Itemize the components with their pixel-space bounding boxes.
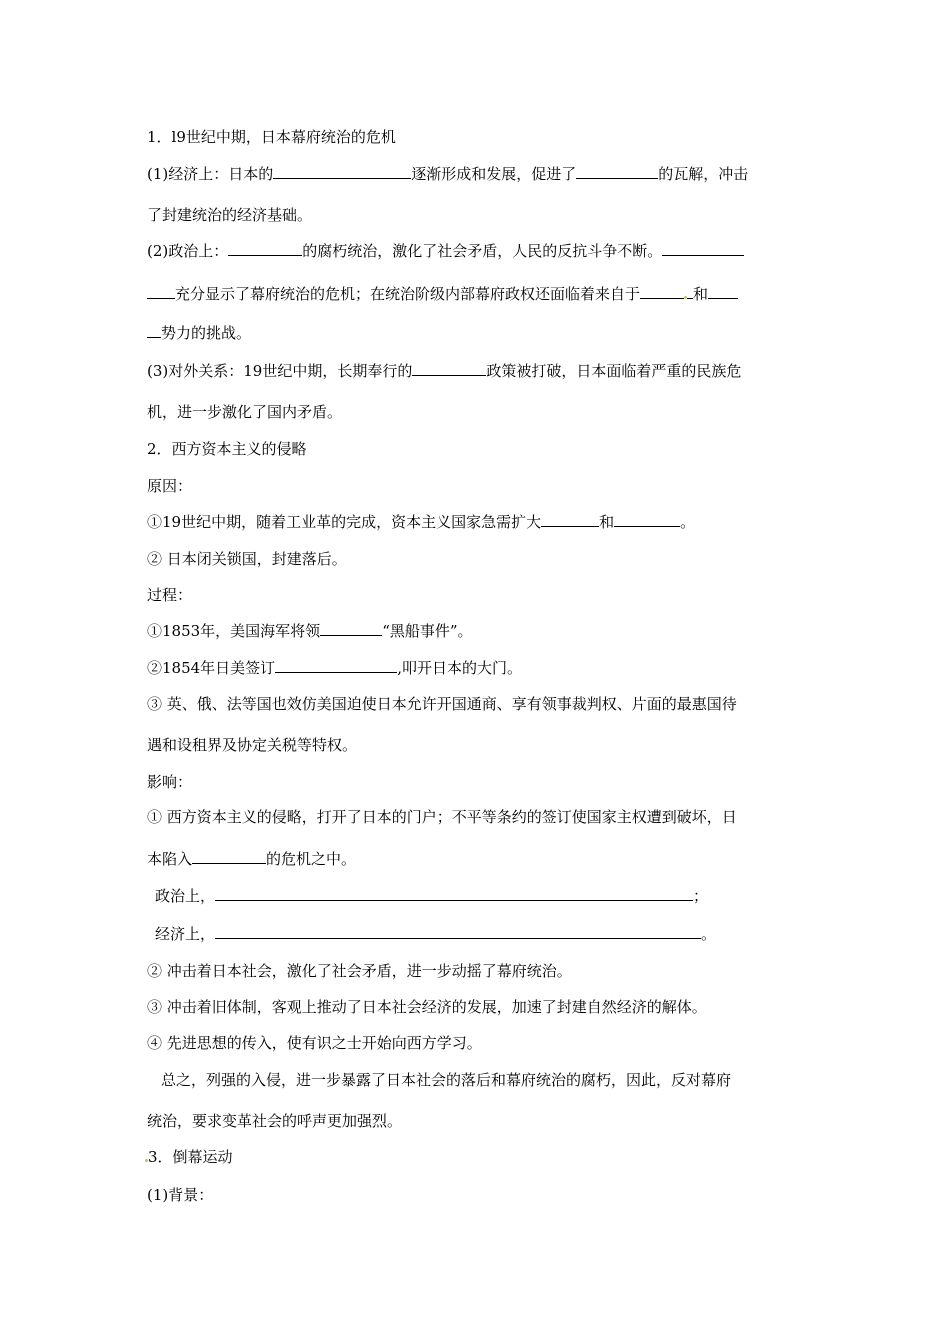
blank-political[interactable] — [215, 886, 693, 901]
section-3-title-text: 3．倒幕运动 — [148, 1148, 233, 1166]
politics-text-a: (2)政治上： — [147, 242, 229, 260]
summary-cont: 统治，要求变革社会的呼声更加强烈。 — [147, 1112, 403, 1130]
politics-text-c: 充分显示了幕府统治的危机；在统治阶级内部幕府政权还面临着来自于 — [175, 285, 641, 303]
politics-text-d: 和 — [693, 285, 709, 303]
blank-economic[interactable] — [215, 924, 701, 939]
cause-label: 原因： — [147, 477, 193, 495]
politics-line — [147, 241, 744, 261]
impact-4: ④ 先进思想的传入，使有识之士开始向西方学习。 — [147, 1034, 482, 1052]
foreign-text-a: (3)对外关系：19世纪中期，长期奉行的 — [147, 362, 413, 380]
impact-1-text-b: 的危机之中。 — [266, 850, 357, 868]
blank-politics-3[interactable] — [640, 284, 684, 299]
blank-economy-1[interactable] — [273, 164, 411, 179]
blank-process-2[interactable] — [275, 658, 397, 673]
economy-text-c: 的瓦解，冲击 — [658, 165, 749, 183]
process-2-text-a: ②1854年日美签订 — [147, 659, 276, 677]
economic-end: 。 — [701, 925, 717, 943]
foreign-text-b: 政策被打破，日本面临着严重的民族危 — [486, 362, 742, 380]
cause-2: ② 日本闭关锁国，封建落后。 — [147, 550, 347, 568]
economy-text-a: (1)经济上：日本的 — [147, 165, 274, 183]
economy-line-2: 了封建统治的经济基础。 — [147, 206, 313, 224]
politics-line-3 — [147, 323, 251, 343]
blank-impact-1[interactable] — [192, 849, 266, 864]
process-label: 过程： — [147, 586, 193, 604]
blank-process-1[interactable] — [320, 621, 382, 636]
section-1-title: 1．l9世纪中期，日本幕府统治的危机 — [147, 128, 396, 146]
blank-foreign-1[interactable] — [412, 361, 486, 376]
blank-politics-2[interactable] — [662, 241, 744, 256]
process-2-text-b: ,叩开日本的大门。 — [397, 659, 522, 677]
section-3-title — [145, 1147, 233, 1167]
blank-politics-4-cont[interactable] — [147, 323, 161, 338]
politics-text-b: 的腐朽统治，激化了社会矛盾，人民的反抗斗争不断。 — [302, 242, 663, 260]
impact-1-cont — [147, 849, 356, 869]
politics-text-e: 势力的挑战。 — [161, 324, 252, 342]
section-2-title: 2．西方资本主义的侵略 — [147, 440, 307, 458]
economy-line — [147, 164, 748, 184]
cause-1-text-b: 和 — [599, 513, 615, 531]
impact-1-text-a: 本陷入 — [147, 850, 193, 868]
foreign-line-2: 机，进一步激化了国内矛盾。 — [147, 403, 343, 421]
cause-1-text-c: 。 — [680, 513, 696, 531]
background-label: (1)背景： — [147, 1186, 214, 1204]
political-line — [155, 886, 708, 906]
impact-2: ② 冲击着日本社会，激化了社会矛盾，进一步动摇了幕府统治。 — [147, 962, 572, 980]
political-label: 政治上， — [155, 887, 216, 905]
impact-3: ③ 冲击着旧体制，客观上推动了日本社会经济的发展，加速了封建自然经济的解体。 — [147, 998, 707, 1016]
economic-label: 经济上， — [155, 925, 216, 943]
cause-1-text-a: ①19世纪中期，随着工业革的完成，资本主义国家急需扩大 — [147, 513, 542, 531]
blank-cause-2[interactable] — [614, 512, 680, 527]
process-3-cont: 遇和设租界及协定关税等特权。 — [147, 736, 358, 754]
impact-1: ① 西方资本主义的侵略，打开了日本的门户；不平等条约的签订使国家主权遭到破坏，日 — [147, 808, 737, 826]
impact-label: 影响： — [147, 773, 193, 791]
blank-politics-2-cont[interactable] — [147, 284, 175, 299]
politics-line-2 — [147, 284, 738, 304]
blank-politics-1[interactable] — [228, 241, 302, 256]
process-1-text-a: ①1853年，美国海军将领 — [147, 622, 321, 640]
process-2 — [147, 658, 522, 678]
economic-line — [155, 924, 716, 944]
political-end: ； — [693, 887, 709, 905]
blank-cause-1[interactable] — [541, 512, 599, 527]
foreign-line — [147, 361, 741, 381]
process-1-text-b: “黑船事件”。 — [382, 622, 473, 640]
summary: 总之，列强的入侵，进一步暴露了日本社会的落后和幕府统治的腐朽，因此，反对幕府 — [161, 1071, 732, 1089]
cause-1 — [147, 512, 695, 532]
process-3: ③ 英、俄、法等国也效仿美国迫使日本允许开国通商、享有领事裁判权、片面的最惠国待 — [147, 695, 737, 713]
economy-text-b: 逐渐形成和发展，促进了 — [411, 165, 577, 183]
process-1 — [147, 621, 473, 641]
blank-politics-4[interactable] — [708, 284, 738, 299]
blank-economy-2[interactable] — [576, 164, 658, 179]
